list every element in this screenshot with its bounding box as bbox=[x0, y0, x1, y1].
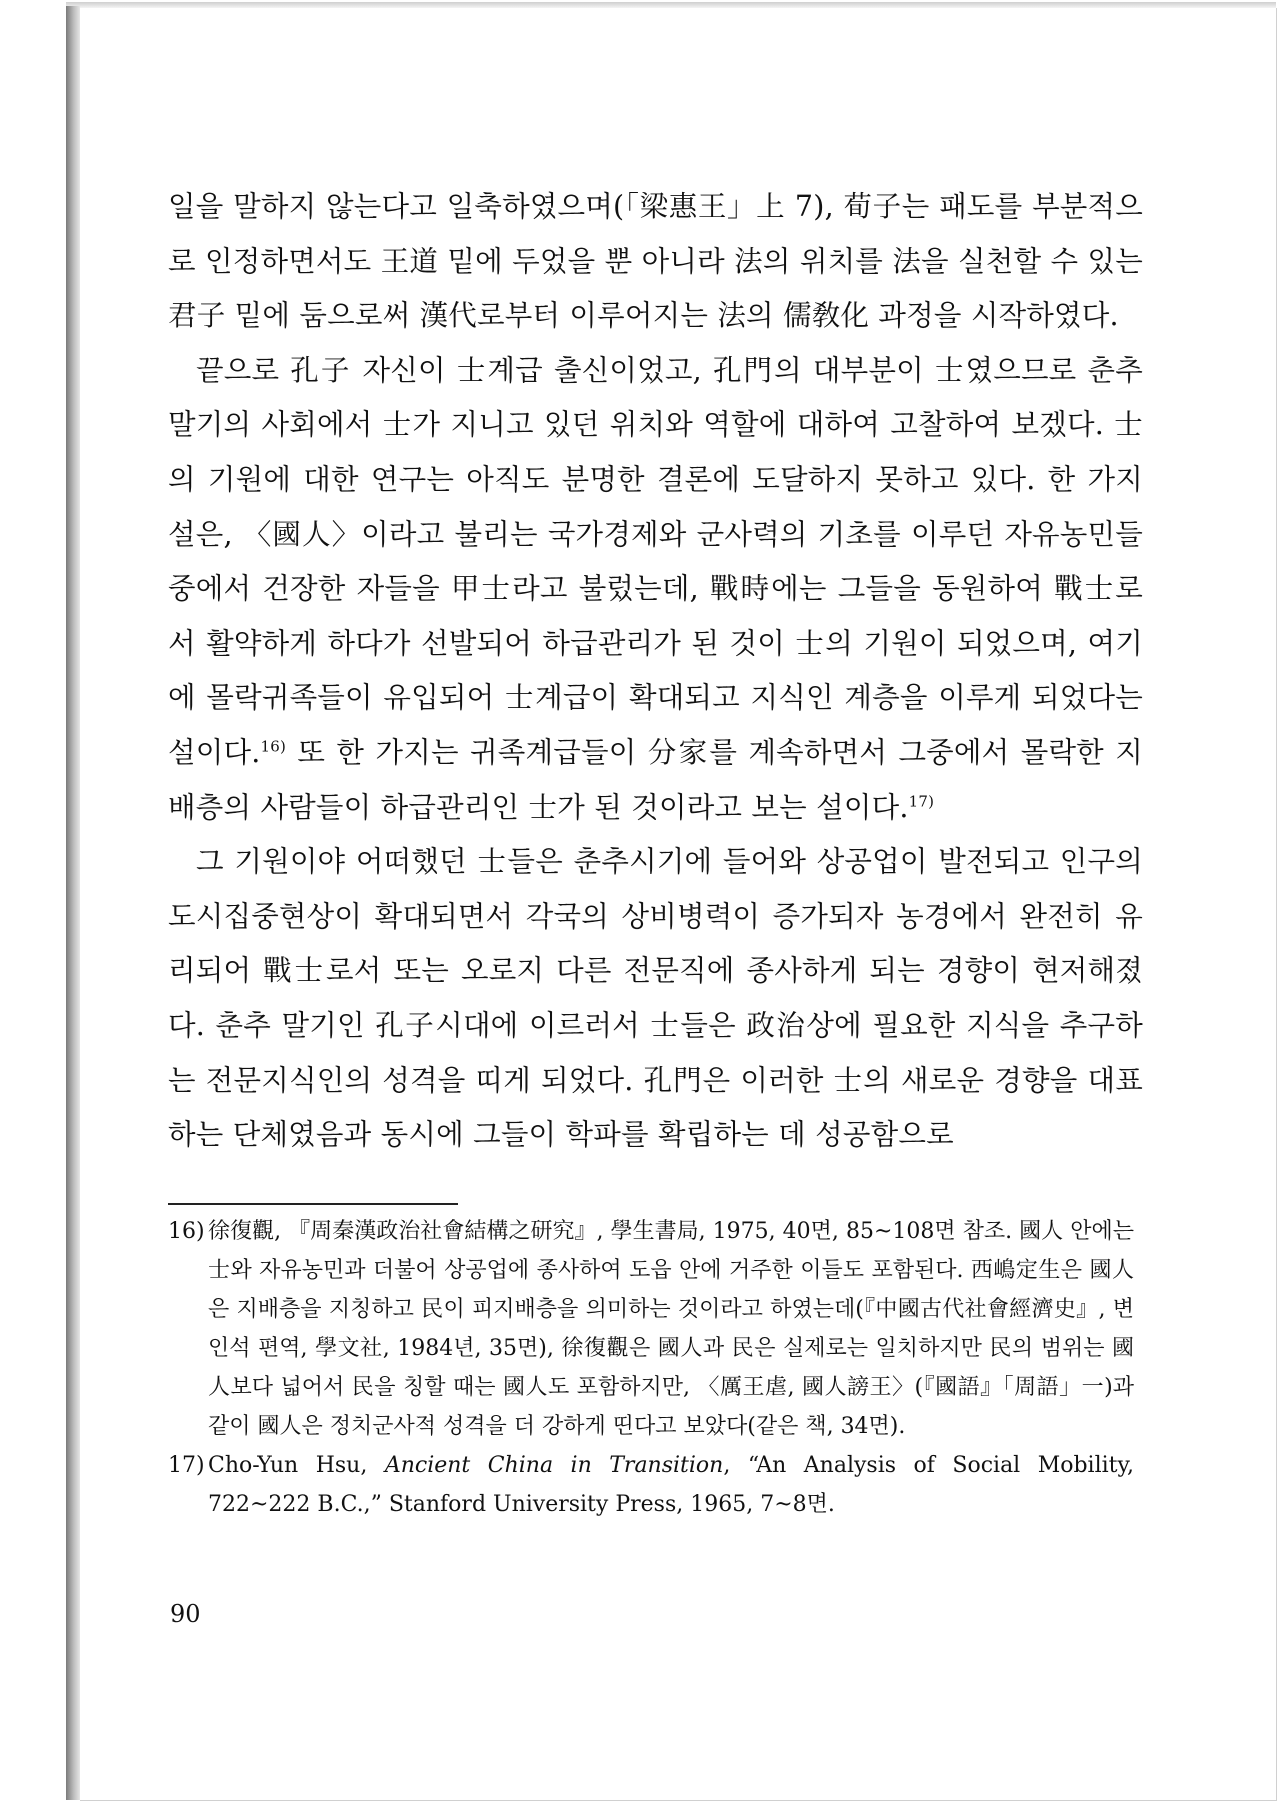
paragraph-2-part-2: 또 한 가지는 귀족계급들이 分家를 계속하면서 그중에서 몰락한 지배층의 사람들이 하급관리인 士가 된 것이라고 보는 설이다. bbox=[168, 735, 1143, 824]
paragraph-2 bbox=[168, 344, 1143, 835]
footnote-number: 17) bbox=[168, 1453, 205, 1478]
footnote-16 bbox=[168, 1212, 1134, 1446]
footnotes bbox=[168, 1212, 1134, 1524]
paragraph-2-part-1: 끝으로 孔子 자신이 士계급 출신이었고, 孔門의 대부분이 士였으므로 춘추 말기의 사회에서 士가 지니고 있던 위치와 역할에 대하여 고찰하여 보겠다. 士의 기원에 대한 연구는 아직도 분명한 결론에 도달하지 못하고 있다. 한 가지 설은, 〈國人〉이라고 불리는 국가경제와 군사력의 기초를 이루던 자유농민들 중에서 건장한 자들을 甲士라고 불렀는데, 戰時에는 그들을 동원하여 戰士로서 활약하게 하다가 선발되어 하급관리가 된 것이 士의 기원이 되었으며, 여기에 몰락귀족들이 유입되어 士계급이 확대되고 지식인 계층을 이루게 되었다는 설이다. bbox=[168, 353, 1143, 769]
page-edge-left bbox=[66, 6, 80, 1800]
main-text bbox=[168, 180, 1143, 1163]
footnote-ref-17[interactable]: 17) bbox=[908, 792, 935, 811]
footnote-17 bbox=[168, 1446, 1134, 1524]
footnote-number: 16) bbox=[168, 1219, 205, 1244]
footnote-ref-16[interactable]: 16) bbox=[260, 737, 286, 756]
paragraph-3: 그 기원이야 어떠했던 士들은 춘추시기에 들어와 상공업이 발전되고 인구의 도시집중현상이 확대되면서 각국의 상비병력이 증가되자 농경에서 완전히 유리되어 戰士로서 또는 오로지 다른 전문직에 종사하게 되는 경향이 현저해졌다. 춘추 말기인 孔子시대에 이르러서 士들은 政治상에 필요한 지식을 추구하는 전문지식인의 성격을 띠게 되었다. 孔門은 이러한 士의 새로운 경향을 대표하는 단체였음과 동시에 그들이 학파를 확립하는 데 성공함으로 bbox=[168, 845, 1143, 1152]
footnote-book-title: Ancient China in Transition bbox=[384, 1453, 724, 1478]
paragraph-1: 일을 말하지 않는다고 일축하였으며(「梁惠王」上 7), 荀子는 패도를 부분적으로 인정하면서도 王道 밑에 두었을 뿐 아니라 法의 위치를 法을 실천할 수 있는 君子 밑에 둠으로써 漢代로부터 이루어지는 法의 儒敎化 과정을 시작하였다. bbox=[168, 190, 1143, 333]
footnote-text: 徐復觀, 『周秦漢政治社會結構之研究』, 學生書局, 1975, 40면, 85~108면 참조. 國人 안에는 士와 자유농민과 더불어 상공업에 종사하여 도읍 안에 거주한 이들도 포함된다. 西嶋定生은 國人은 지배층을 지칭하고 民이 피지배층을 의미하는 것이라고 하였는데(『中國古代社會經濟史』, 변인석 편역, 學文社, 1984년, 35면), 徐復觀은 國人과 民은 실제로는 일치하지만 民의 범위는 國人보다 넓어서 民을 칭할 때는 國人도 포함하지만, 〈厲王虐, 國人謗王〉(『國語』「周語」一)과 같이 國人은 정치군사적 성격을 더 강하게 띤다고 보았다(같은 책, 34면). bbox=[208, 1219, 1134, 1439]
page-number: 90 bbox=[170, 1600, 201, 1628]
footnote-text-after: , “An Analysis of Social Mobility, 722~222 B.C.,” Stanford University Press, 1965, 7~8면. bbox=[208, 1453, 1135, 1517]
footnote-text-before: Cho-Yun Hsu, bbox=[208, 1453, 385, 1478]
footnote-divider bbox=[168, 1203, 458, 1205]
